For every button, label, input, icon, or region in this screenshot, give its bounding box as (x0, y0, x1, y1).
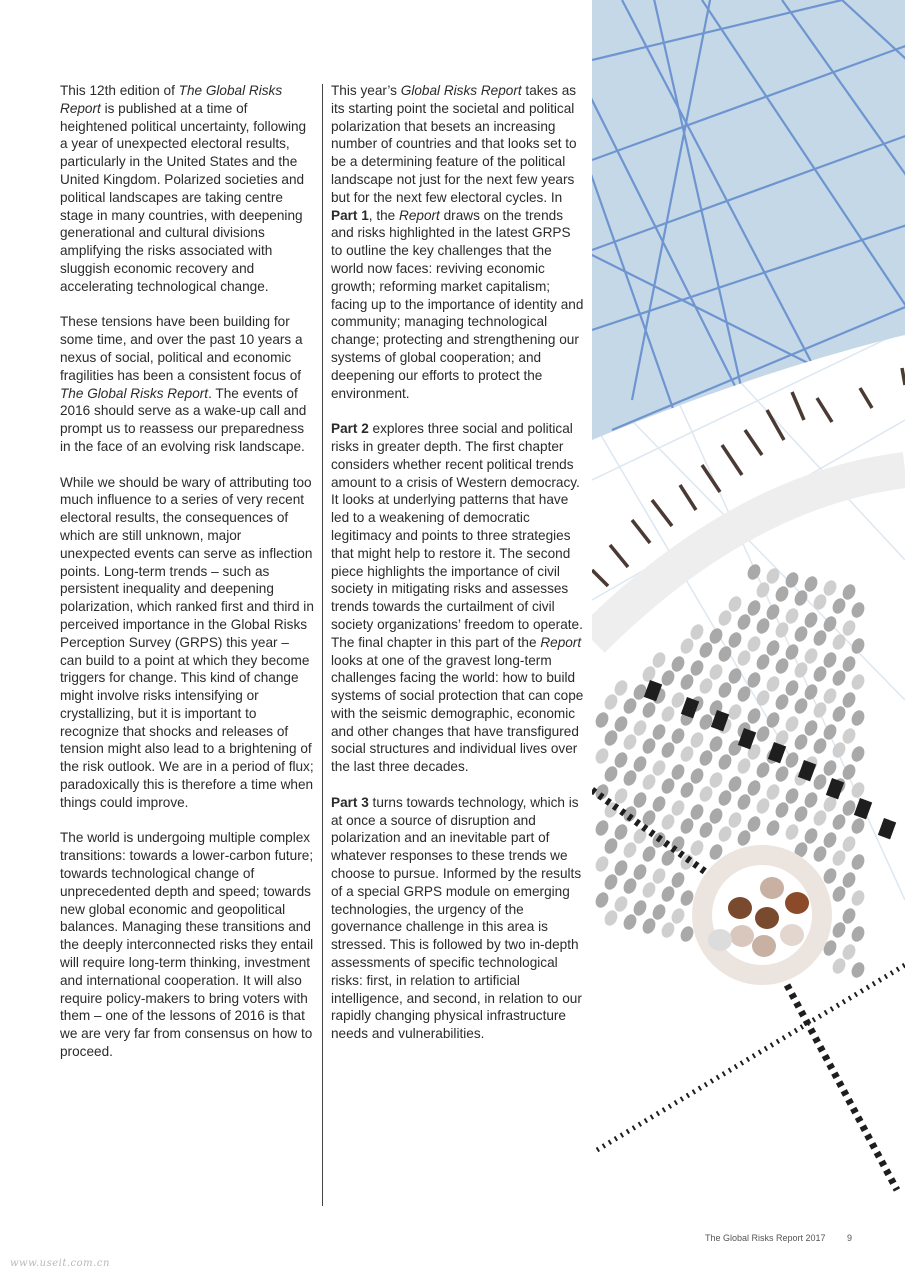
gray-dot (593, 818, 611, 838)
gray-dot (602, 872, 620, 892)
gray-dot (783, 606, 801, 626)
gray-dot (669, 870, 687, 890)
gray-dot (754, 724, 772, 744)
gray-dot (792, 624, 810, 644)
gray-dot (849, 816, 867, 836)
section-label: Part 1 (331, 207, 369, 223)
left-text-column (60, 82, 314, 1079)
gray-dot (849, 924, 867, 944)
gray-dot (621, 876, 639, 896)
gray-dot (830, 848, 848, 868)
gray-dot (849, 708, 867, 728)
gray-dot (849, 744, 867, 764)
gray-dot (640, 700, 658, 720)
paragraph (60, 474, 314, 812)
gray-dot (754, 760, 772, 780)
italic-title: Report (399, 207, 440, 223)
gray-dot (612, 786, 630, 806)
gray-dot (840, 942, 858, 962)
gray-dot (631, 718, 649, 738)
gray-dot (840, 618, 858, 638)
text-run: This year’s (331, 83, 401, 98)
gray-dot (621, 840, 639, 860)
gray-dot (792, 588, 810, 608)
gray-dot (773, 656, 791, 676)
dash-mark (632, 520, 650, 543)
gray-dot (773, 764, 791, 784)
gray-dot (621, 696, 639, 716)
gray-dot (640, 664, 658, 684)
gray-dot (716, 788, 734, 808)
gray-dot (707, 734, 725, 754)
gray-dot (697, 748, 715, 768)
gray-dot (669, 906, 687, 926)
gray-dot (659, 812, 677, 832)
gray-dot (773, 584, 791, 604)
text-run: The world is undergoing multiple complex transitions: towards a lower-carbon future; towards technological change of unprecedented depth and speed; towards new global economic and geopolitical balances. Managing these transitions and the deeply interconnected risks they entail will require long-term thinking, investment and international cooperation. It will also require policy-makers to bring voters with them – one of the lessons of 2016 is that we are very far from consensus on how to proceed. (60, 830, 314, 1060)
watermark-text: www.useit.com.cn (10, 1258, 110, 1269)
gray-dot (783, 822, 801, 842)
gray-dot (726, 702, 744, 722)
brown-dot (730, 925, 754, 947)
italic-title: The Global Risks Report (60, 83, 283, 116)
gray-dot (840, 582, 858, 602)
gray-dot (811, 844, 829, 864)
text-run: These tensions have been building for some time, and over the past 10 years a nexus of social, political and economic fragilities has been a consistent focus of (60, 314, 303, 383)
brown-dot (760, 877, 784, 899)
gray-dot (764, 566, 782, 586)
dash-mark (610, 545, 628, 567)
gray-dot (735, 648, 753, 668)
gray-dot (745, 598, 763, 618)
dash-mark (767, 410, 784, 440)
dash-mark (652, 500, 672, 526)
gray-dot (602, 764, 620, 784)
gray-dot (612, 894, 630, 914)
gray-dot (840, 690, 858, 710)
gray-dot (735, 612, 753, 632)
gray-dot (783, 786, 801, 806)
gray-dot (669, 654, 687, 674)
gray-dot (631, 898, 649, 918)
gray-dot (612, 678, 630, 698)
dash-mark (702, 465, 720, 492)
gray-dot (678, 816, 696, 836)
gray-dot (792, 660, 810, 680)
gray-dot (593, 746, 611, 766)
text-run: takes as its starting point the societal and political polarization that besets an increasing number of countries and that looks set to be a determining feature of the political landscape not just for the next few years but for the next few electoral cycles. In (331, 83, 577, 205)
paragraph (60, 829, 314, 1060)
gray-dot (640, 808, 658, 828)
gray-dot (593, 890, 611, 910)
gray-dot (726, 774, 744, 794)
decorative-artwork (592, 0, 905, 1205)
gray-dot (678, 636, 696, 656)
gray-dot (726, 594, 744, 614)
gray-dot (612, 858, 630, 878)
gray-dot (697, 784, 715, 804)
gray-dot (821, 578, 839, 598)
gray-dot (735, 828, 753, 848)
gray-dot (830, 704, 848, 724)
gray-dot (726, 810, 744, 830)
gray-dot (840, 654, 858, 674)
gray-dot (802, 790, 820, 810)
gray-dot (802, 718, 820, 738)
gray-dot (621, 912, 639, 932)
text-run: . The events of 2016 should serve as a wake-up call and prompt us to reassess our preparedness in the face of an evolving risk landscape. (60, 385, 307, 454)
footer-report-title: The Global Risks Report 2017 (705, 1233, 826, 1243)
gray-dot (593, 854, 611, 874)
paragraph (331, 420, 585, 776)
text-run: This 12th edition of (60, 83, 179, 98)
gray-dot (707, 662, 725, 682)
dash-mark (792, 392, 804, 420)
paragraph (60, 313, 314, 455)
gray-dot (849, 600, 867, 620)
gray-dot (802, 646, 820, 666)
gray-dot (764, 602, 782, 622)
gray-dot (602, 908, 620, 928)
gray-dot (754, 652, 772, 672)
brown-dot (752, 935, 776, 957)
gray-dot (631, 754, 649, 774)
gray-dot (640, 772, 658, 792)
paragraph (331, 794, 585, 1043)
text-run: , the (368, 207, 400, 223)
gray-dot (802, 682, 820, 702)
gray-dot (602, 692, 620, 712)
gray-dot (707, 770, 725, 790)
text-run: looks at one of the gravest long-term challenges facing the world: how to build systems of social protection that can cope with the seismic demographic, economic and other changes that have transfigured social structures and individual lives over the last three decades. (331, 652, 584, 775)
gray-dot (764, 818, 782, 838)
gray-dot (792, 696, 810, 716)
gray-dot (754, 796, 772, 816)
gray-dot (716, 608, 734, 628)
brown-dot (728, 897, 752, 919)
gray-dot (716, 752, 734, 772)
gray-dot (650, 794, 668, 814)
gray-dot (688, 766, 706, 786)
gray-dot (593, 710, 611, 730)
gray-dot (707, 626, 725, 646)
gray-dot (659, 776, 677, 796)
gray-dot (754, 580, 772, 600)
gray-dot (716, 644, 734, 664)
gray-dot (612, 714, 630, 734)
gray-dot (669, 798, 687, 818)
dash-mark (860, 388, 872, 408)
dotted-line (787, 985, 897, 1190)
brown-dot (755, 907, 779, 929)
dash-mark (817, 398, 832, 422)
brown-dot (785, 892, 809, 914)
gray-dot (697, 820, 715, 840)
dash-mark (680, 485, 696, 510)
gray-dot (811, 664, 829, 684)
gray-dot (688, 802, 706, 822)
black-square (854, 798, 872, 819)
gray-dot (602, 836, 620, 856)
gray-dot (764, 674, 782, 694)
dash-mark (592, 570, 608, 586)
gray-dot (716, 824, 734, 844)
gray-dot (830, 812, 848, 832)
gray-dot (678, 780, 696, 800)
gray-dot (650, 722, 668, 742)
gray-dot (764, 782, 782, 802)
gray-dot (688, 658, 706, 678)
text-run: is published at a time of heightened political uncertainty, following a year of unexpected electoral results, particularly in the United States and the United Kingdom. Polarized societies and political landscapes are taking centre stage in many countries, with deepening generational and cultural divisions amplifying the risks associated with sluggish economic recovery and accelerating technological change. (60, 100, 307, 294)
gray-dot (802, 826, 820, 846)
gray-dot (669, 726, 687, 746)
section-label: Part 2 (331, 421, 369, 437)
gray-dot (821, 686, 839, 706)
gray-dot (783, 642, 801, 662)
gray-dot (849, 960, 867, 980)
dash-mark (722, 445, 742, 475)
gray-dot (849, 852, 867, 872)
gray-dot (697, 712, 715, 732)
black-square (878, 818, 896, 839)
gray-dot (650, 650, 668, 670)
paragraph (331, 82, 585, 402)
gray-dot (773, 620, 791, 640)
gray-dot (849, 888, 867, 908)
gray-dot (735, 684, 753, 704)
gray-dot (640, 844, 658, 864)
text-run: draws on the trends and risks highlighted in the latest GRPS to outline the key challenges that the world now faces: reviving economic growth; reforming market capitalism; facing up to the importance of identity and community; managing technological change; protecting and strengthening our systems of global cooperation; and deepening our efforts to protect the environment. (331, 207, 584, 401)
column-divider (322, 84, 323, 1206)
gray-dot (659, 704, 677, 724)
gray-dot (735, 756, 753, 776)
gray-dot (821, 830, 839, 850)
section-label: Part 3 (331, 794, 369, 810)
italic-title: Report (540, 634, 582, 650)
text-run: turns towards technology, which is at once a source of disruption and polarization and an inevitable part of whatever responses to these trends we choose to pursue. Informed by the results of a special GRPS module on emerging technologies, the urgency of the governance challenge in this area is stressed. This is followed by two in-depth assessments of specific technological risks: first, in relation to artificial intelligence, and second, in relation to our rapidly changing physical infrastructure needs and vulnerabilities. (331, 794, 582, 1042)
gray-dot (745, 634, 763, 654)
gray-dot (783, 714, 801, 734)
gray-dot (669, 762, 687, 782)
gray-dot (802, 610, 820, 630)
paragraph (60, 82, 314, 296)
gray-dot (802, 574, 820, 594)
gray-dot (830, 596, 848, 616)
gray-dot (688, 622, 706, 642)
gray-dot (849, 672, 867, 692)
gray-dot (773, 800, 791, 820)
italic-title: Global Risks Report (400, 83, 522, 98)
gray-dot (678, 672, 696, 692)
gray-dot (811, 700, 829, 720)
gray-dot (764, 710, 782, 730)
gray-dot (811, 736, 829, 756)
gray-dot (811, 808, 829, 828)
gray-dot (640, 916, 658, 936)
gray-dot (811, 592, 829, 612)
gray-dot (612, 750, 630, 770)
gray-dot (640, 736, 658, 756)
gray-dot (745, 778, 763, 798)
gray-dot (612, 822, 630, 842)
gray-dot (840, 726, 858, 746)
gray-dot (631, 790, 649, 810)
gray-dot (631, 862, 649, 882)
gray-dot (830, 920, 848, 940)
gray-dot (659, 740, 677, 760)
right-text-column (331, 82, 585, 1061)
italic-title: The Global Risks Report (60, 385, 209, 401)
footer-page-number: 9 (847, 1233, 853, 1243)
gray-dot (821, 722, 839, 742)
gray-dot (726, 666, 744, 686)
gray-dot (830, 632, 848, 652)
gray-dot (783, 570, 801, 590)
gray-dot (745, 670, 763, 690)
gray-dot (840, 906, 858, 926)
gray-dot (678, 744, 696, 764)
gray-dot (745, 562, 763, 582)
dash-mark (745, 430, 762, 455)
gray-dot (811, 628, 829, 648)
gray-dot (840, 834, 858, 854)
gray-dot (830, 668, 848, 688)
gray-dot (726, 630, 744, 650)
gray-dot (821, 650, 839, 670)
gray-dot (659, 884, 677, 904)
gray-dot (830, 956, 848, 976)
gray-dot (821, 758, 839, 778)
gray-dot (764, 638, 782, 658)
gray-dot (716, 680, 734, 700)
gray-dot (792, 732, 810, 752)
gray-dot (650, 866, 668, 886)
gray-dot (688, 730, 706, 750)
gray-dot (811, 772, 829, 792)
gray-dot (659, 920, 677, 940)
gray-dot (773, 692, 791, 712)
gray-dot (745, 814, 763, 834)
gray-dot (754, 616, 772, 636)
gray-dot (707, 806, 725, 826)
brown-dot (708, 929, 732, 951)
gray-dot (783, 750, 801, 770)
gray-dot (840, 870, 858, 890)
text-run: explores three social and political risks in greater depth. The first chapter considers whether recent political trends amount to a crisis of Western democracy. It looks at underlying patterns that have led to a weakening of democratic legitimacy and points to three strategies that might help to restore it. The second piece highlights the importance of civil society in mitigating risks and assesses trends towards the curtailment of civil society organizations’ freedom to operate. The final chapter in this part of the (331, 421, 583, 650)
gray-dot (650, 902, 668, 922)
gray-dot (621, 768, 639, 788)
gray-dot (849, 636, 867, 656)
brown-dot (780, 924, 804, 946)
gray-dot (688, 838, 706, 858)
gray-dot (640, 880, 658, 900)
gray-dot (792, 804, 810, 824)
gray-dot (697, 640, 715, 660)
gray-dot (745, 706, 763, 726)
text-run: While we should be wary of attributing too much influence to a series of very recent electoral results, the consequences of which are still unknown, major unexpected events can serve as inflection points. Long-term trends – such as persistent inequality and deepening polarization, which ranked first and third in perceived importance in the Global Risks Perception Survey (GRPS) this year – can build to a point at which they become triggers for change. This kind of change might involve risks intensifying or crystallizing, but it is important to recognize that shocks and releases of tension might also lead to a brightening of the risk outlook. We are in a period of flux; paradoxically this is therefore a time when things could improve. (60, 474, 314, 810)
gray-dot (697, 676, 715, 696)
gray-dot (621, 732, 639, 752)
gray-dot (783, 678, 801, 698)
gray-dot (650, 758, 668, 778)
gray-dot (830, 884, 848, 904)
gray-dot (754, 688, 772, 708)
gray-dot (602, 728, 620, 748)
gray-dot (735, 792, 753, 812)
